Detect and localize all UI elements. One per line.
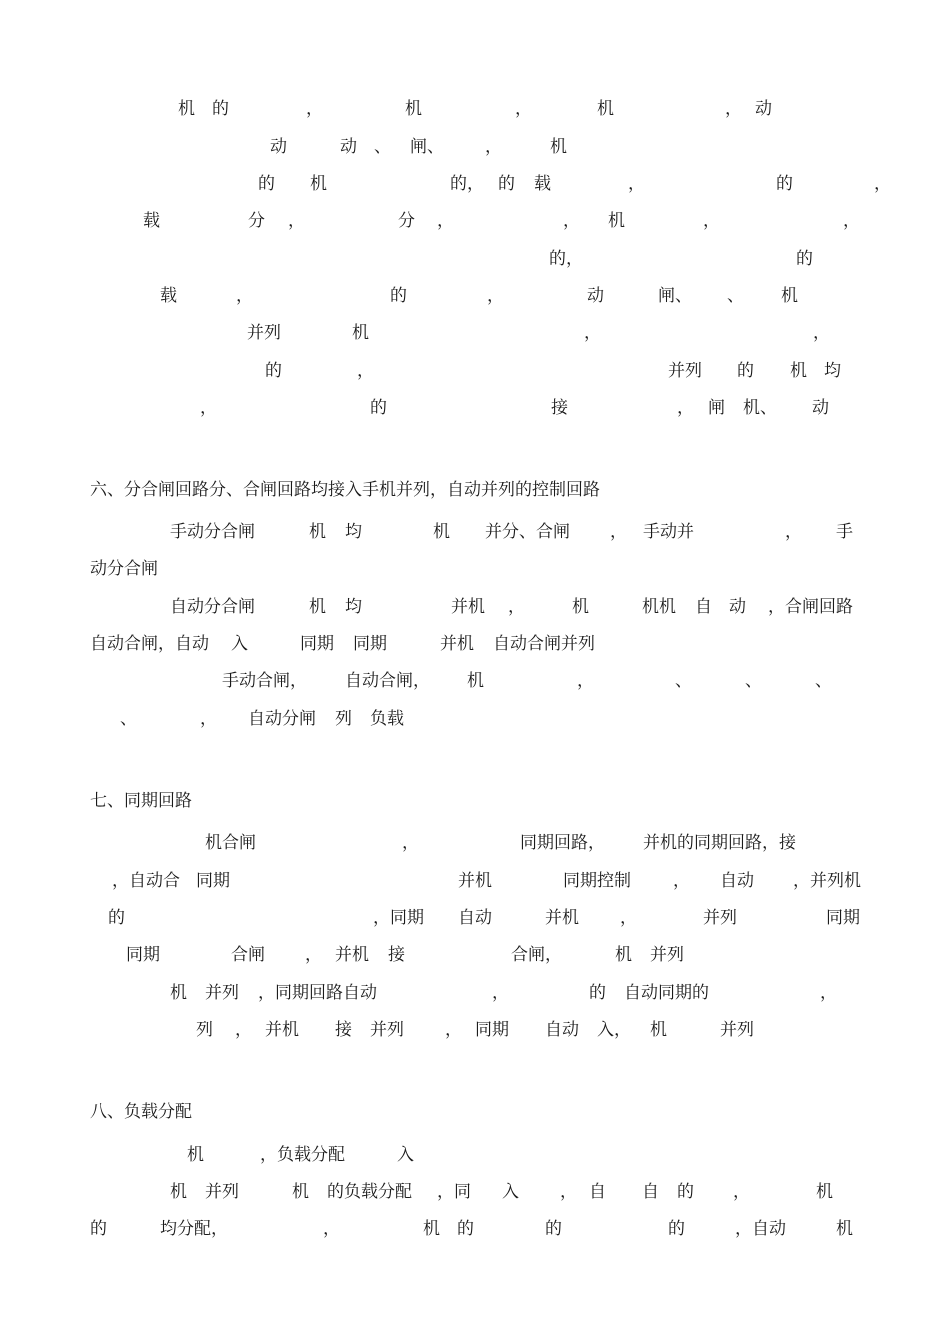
text-fragment: 机 xyxy=(187,1145,204,1165)
text-fragment: ， xyxy=(200,709,217,729)
text-fragment: 并机 xyxy=(335,945,369,965)
text-fragment: 机 xyxy=(170,1182,187,1202)
text-fragment: ， xyxy=(703,211,720,231)
text-fragment: 机 xyxy=(433,522,450,542)
text-fragment: 机 xyxy=(615,945,632,965)
text-fragment: ，合闸回路 xyxy=(768,597,853,617)
text-fragment: 动 xyxy=(340,137,357,157)
text-fragment: 均 xyxy=(345,522,362,542)
text-fragment: 机 xyxy=(178,99,195,119)
text-fragment: 的 xyxy=(776,174,793,194)
text-fragment: 的 xyxy=(737,361,754,381)
text-fragment: 接 xyxy=(551,398,568,418)
text-fragment: 载 xyxy=(534,174,551,194)
text-fragment: 机 xyxy=(597,99,614,119)
text-fragment: 动 xyxy=(729,597,746,617)
text-fragment: 动 xyxy=(755,99,772,119)
text-fragment: ，并列机 xyxy=(793,871,861,891)
text-fragment: 自动 xyxy=(720,871,754,891)
text-fragment: 列 xyxy=(335,709,352,729)
text-fragment: 均 xyxy=(824,361,841,381)
text-fragment: 并列 xyxy=(668,361,702,381)
text-fragment: 机 xyxy=(608,211,625,231)
text-fragment: 动 xyxy=(270,137,287,157)
text-fragment: 并列 xyxy=(205,983,239,1003)
text-fragment: 入 xyxy=(231,634,248,654)
text-fragment: 机 xyxy=(405,99,422,119)
text-fragment: 机 xyxy=(310,174,327,194)
text-fragment: 的 xyxy=(370,398,387,418)
text-fragment: 机机 xyxy=(642,597,676,617)
text-fragment: 接 xyxy=(388,945,405,965)
text-fragment: 并列 xyxy=(247,323,281,343)
text-fragment: ， xyxy=(235,1020,252,1040)
text-fragment: 手动并 xyxy=(643,522,694,542)
text-fragment: ， xyxy=(487,286,504,306)
text-fragment: 闸 xyxy=(708,398,725,418)
text-fragment: 分 xyxy=(248,211,265,231)
text-fragment: ， xyxy=(492,983,509,1003)
text-fragment: 机 xyxy=(550,137,567,157)
text-fragment: 机 xyxy=(170,983,187,1003)
text-fragment: ， xyxy=(515,99,532,119)
text-fragment: 的， xyxy=(450,174,484,194)
text-fragment: ， xyxy=(357,361,374,381)
text-fragment: 机 xyxy=(836,1219,853,1239)
text-fragment: 并机 xyxy=(440,634,474,654)
text-fragment: ，同期回路自动 xyxy=(258,983,377,1003)
text-fragment: 并列 xyxy=(205,1182,239,1202)
text-fragment: 的 xyxy=(589,983,606,1003)
text-fragment: 机 xyxy=(309,522,326,542)
text-fragment: ， xyxy=(820,983,837,1003)
text-fragment: 载 xyxy=(160,286,177,306)
text-fragment: ， xyxy=(305,945,322,965)
text-fragment: ， xyxy=(620,908,637,928)
text-fragment: 、 xyxy=(727,286,744,306)
text-fragment: ， xyxy=(874,174,891,194)
text-fragment: 合闸 xyxy=(231,945,265,965)
text-fragment: ， xyxy=(785,522,802,542)
text-fragment: ， xyxy=(402,833,419,853)
text-fragment: 自 xyxy=(695,597,712,617)
text-fragment: 自动合闸， xyxy=(345,671,430,691)
text-fragment: 机合闸 xyxy=(205,833,256,853)
text-fragment: 并机的同期回路，接 xyxy=(643,833,796,853)
text-fragment: 的 xyxy=(545,1219,562,1239)
text-fragment: 机 xyxy=(816,1182,833,1202)
text-fragment: ，自动 xyxy=(735,1219,786,1239)
text-fragment: 同期 xyxy=(126,945,160,965)
text-fragment: 并列 xyxy=(650,945,684,965)
text-fragment: 的 xyxy=(390,286,407,306)
text-fragment: 负载 xyxy=(370,709,404,729)
text-fragment: 机 xyxy=(572,597,589,617)
text-fragment: ， xyxy=(485,137,502,157)
text-fragment: 并机 xyxy=(545,908,579,928)
text-fragment: 同期回路， xyxy=(520,833,605,853)
text-fragment: 的 xyxy=(90,1219,107,1239)
text-fragment: 的 xyxy=(668,1219,685,1239)
text-fragment: 、 xyxy=(374,137,391,157)
text-fragment: 机、 xyxy=(743,398,777,418)
text-fragment: 并列 xyxy=(720,1020,754,1040)
text-fragment: 机 xyxy=(650,1020,667,1040)
text-fragment: ， xyxy=(733,1182,750,1202)
text-fragment: ， xyxy=(677,398,694,418)
text-fragment: 同期 xyxy=(300,634,334,654)
text-fragment: 均 xyxy=(345,597,362,617)
text-fragment: 同期 xyxy=(475,1020,509,1040)
text-fragment: ， xyxy=(843,211,860,231)
text-fragment: 动 xyxy=(812,398,829,418)
text-fragment: 载 xyxy=(143,211,160,231)
text-fragment: ， xyxy=(437,211,454,231)
text-fragment: 同期 xyxy=(196,871,230,891)
text-fragment: 的负载分配 xyxy=(327,1182,412,1202)
text-fragment: 同期控制 xyxy=(563,871,631,891)
text-fragment: ， xyxy=(584,323,601,343)
text-fragment: 的 xyxy=(258,174,275,194)
text-fragment: 并机 xyxy=(265,1020,299,1040)
text-fragment: 自 xyxy=(589,1182,606,1202)
text-fragment: 机 xyxy=(790,361,807,381)
text-fragment: 手动分合闸 xyxy=(170,522,255,542)
text-fragment: 的 xyxy=(498,174,515,194)
text-fragment: ， xyxy=(508,597,525,617)
text-fragment: ，负载分配 xyxy=(260,1145,345,1165)
text-fragment: ， xyxy=(610,522,627,542)
text-fragment: 的 xyxy=(108,908,125,928)
text-fragment: 机 xyxy=(352,323,369,343)
text-fragment: 自动合闸并列 xyxy=(493,634,595,654)
text-fragment: ， xyxy=(628,174,645,194)
text-fragment: 自动 xyxy=(458,908,492,928)
text-fragment: ， xyxy=(445,1020,462,1040)
text-fragment: 并分、合闸 xyxy=(485,522,570,542)
text-fragment: 入， xyxy=(597,1020,631,1040)
text-fragment: 机 xyxy=(292,1182,309,1202)
text-fragment: 机 xyxy=(467,671,484,691)
text-fragment: ， xyxy=(323,1219,340,1239)
text-fragment: 手动合闸， xyxy=(222,671,307,691)
text-fragment: ， xyxy=(288,211,305,231)
text-fragment: 同期 xyxy=(353,634,387,654)
text-fragment: 入 xyxy=(397,1145,414,1165)
text-fragment: ，自动合 xyxy=(112,871,180,891)
section-6-heading: 六、分合闸回路分、合闸回路均接入手机并列，自动并列的控制回路 xyxy=(90,480,600,500)
text-fragment: 机 xyxy=(781,286,798,306)
text-fragment: 机 xyxy=(309,597,326,617)
text-fragment: 、 xyxy=(815,671,832,691)
text-fragment: 同期 xyxy=(826,908,860,928)
text-fragment: 列 xyxy=(196,1020,213,1040)
text-fragment: 入 xyxy=(502,1182,519,1202)
text-fragment: 并机 xyxy=(451,597,485,617)
text-fragment: 、 xyxy=(120,709,137,729)
text-fragment: 自动 xyxy=(545,1020,579,1040)
section-8-heading: 八、负载分配 xyxy=(90,1102,192,1122)
text-fragment: 接 xyxy=(335,1020,352,1040)
text-fragment: 的 xyxy=(457,1219,474,1239)
text-fragment: 手 xyxy=(836,522,853,542)
text-fragment: 的 xyxy=(677,1182,694,1202)
text-fragment: ， xyxy=(577,671,594,691)
text-fragment: ， xyxy=(813,323,830,343)
text-fragment: 闸、 xyxy=(410,137,444,157)
text-fragment: ， xyxy=(563,211,580,231)
text-fragment: 并列 xyxy=(370,1020,404,1040)
text-fragment: ， xyxy=(725,99,742,119)
text-fragment: 分 xyxy=(398,211,415,231)
text-fragment: ， xyxy=(306,99,323,119)
text-fragment: 自动同期的 xyxy=(624,983,709,1003)
text-fragment: 动分合闸 xyxy=(90,559,158,579)
text-fragment: 自动分闸 xyxy=(248,709,316,729)
text-fragment: 自动合闸，自动 xyxy=(90,634,209,654)
text-fragment: 自 xyxy=(642,1182,659,1202)
text-fragment: 合闸， xyxy=(511,945,562,965)
text-fragment: 的 xyxy=(796,249,813,269)
text-fragment: ， xyxy=(673,871,690,891)
text-fragment: 的， xyxy=(549,249,583,269)
text-fragment: 自动分合闸 xyxy=(170,597,255,617)
text-fragment: 的 xyxy=(212,99,229,119)
text-fragment: 的 xyxy=(265,361,282,381)
text-fragment: 闸、 xyxy=(658,286,692,306)
text-fragment: ， xyxy=(236,286,253,306)
text-fragment: 、 xyxy=(675,671,692,691)
text-fragment: ，同 xyxy=(437,1182,471,1202)
text-fragment: 均分配， xyxy=(160,1219,228,1239)
text-fragment: 并列 xyxy=(703,908,737,928)
text-fragment: 动 xyxy=(587,286,604,306)
text-fragment: ， xyxy=(200,398,217,418)
text-fragment: 并机 xyxy=(458,871,492,891)
section-7-heading: 七、同期回路 xyxy=(90,791,192,811)
text-fragment: ，同期 xyxy=(373,908,424,928)
text-fragment: ， xyxy=(560,1182,577,1202)
text-fragment: 机 xyxy=(423,1219,440,1239)
text-fragment: 、 xyxy=(745,671,762,691)
